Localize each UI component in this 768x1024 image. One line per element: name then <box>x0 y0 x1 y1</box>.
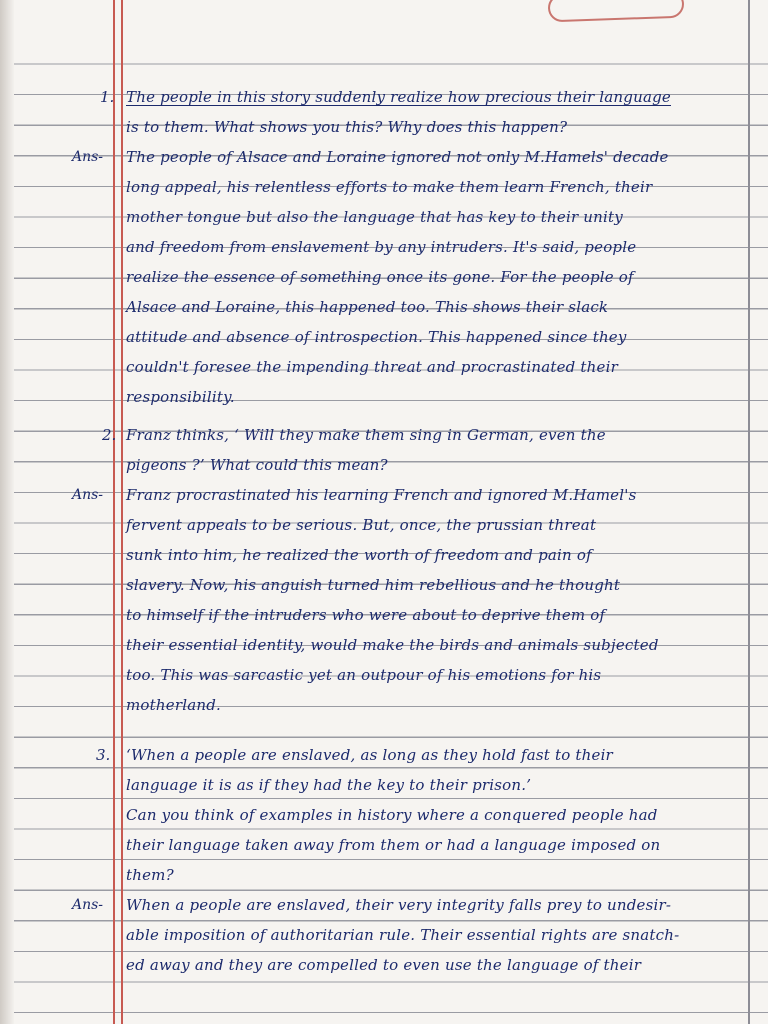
answer-1-line: responsibility. <box>126 388 235 406</box>
question-3-line: them? <box>126 866 174 884</box>
answer-1-line: attitude and absence of introspection. This happened since they <box>126 328 627 346</box>
answer-2-line: to himself if the intruders who were about to deprive them of <box>126 606 606 624</box>
answer-1-line: couldn't foresee the impending threat and procrastinated their <box>126 358 618 376</box>
question-2-number: 2. <box>102 426 117 444</box>
question-3-line: Can you think of examples in history where a conquered people had <box>126 806 658 824</box>
answer-2-line: their essential identity, would make the birds and animals subjected <box>126 636 659 654</box>
question-3-line: ‘When a people are enslaved, as long as they hold fast to their <box>126 746 613 764</box>
answer-3-line: When a people are enslaved, their very integrity falls prey to undesir- <box>126 896 672 914</box>
question-3-number: 3. <box>96 746 111 764</box>
answer-2-line: Franz procrastinated his learning French and ignored M.Hamel's <box>126 486 637 504</box>
question-1-line: is to them. What shows you this? Why does this happen? <box>126 118 568 136</box>
answer-1-line: long appeal, his relentless efforts to make them learn French, their <box>126 178 653 196</box>
answer-1-line: Alsace and Loraine, this happened too. This shows their slack <box>126 298 609 316</box>
question-2-line: pigeons ?’ What could this mean? <box>126 456 388 474</box>
answer-2-line: motherland. <box>126 696 221 714</box>
question-3-line: language it is as if they had the key to their prison.’ <box>126 776 532 794</box>
answer-3-line: able imposition of authoritarian rule. Their essential rights are snatch- <box>126 926 680 944</box>
answer-1-line: and freedom from enslavement by any intruders. It's said, people <box>126 238 637 256</box>
answer-1-line: mother tongue but also the language that has key to their unity <box>126 208 623 226</box>
question-1-line: The people in this story suddenly realize how precious their language <box>126 88 671 106</box>
answer-2-line: fervent appeals to be serious. But, once, the prussian threat <box>126 516 597 534</box>
answer-2-line: too. This was sarcastic yet an outpour of his emotions for his <box>126 666 602 684</box>
answer-3-line: ed away and they are compelled to even use the language of their <box>126 956 642 974</box>
answer-1-line: realize the essence of something once its gone. For the people of <box>126 268 634 286</box>
answer-2-marker: Ans- <box>72 487 104 503</box>
question-3-line: their language taken away from them or had a language imposed on <box>126 836 661 854</box>
answer-1-line: The people of Alsace and Loraine ignored not only M.Hamels' decade <box>126 148 669 166</box>
question-2-line: Franz thinks, ‘ Will they make them sing in German, even the <box>126 426 606 444</box>
answer-1-marker: Ans- <box>72 149 104 165</box>
question-1-number: 1. <box>100 88 115 106</box>
answer-2-line: slavery. Now, his anguish turned him rebellious and he thought <box>126 576 621 594</box>
answer-3-marker: Ans- <box>72 897 104 913</box>
answer-2-line: sunk into him, he realized the worth of freedom and pain of <box>126 546 592 564</box>
